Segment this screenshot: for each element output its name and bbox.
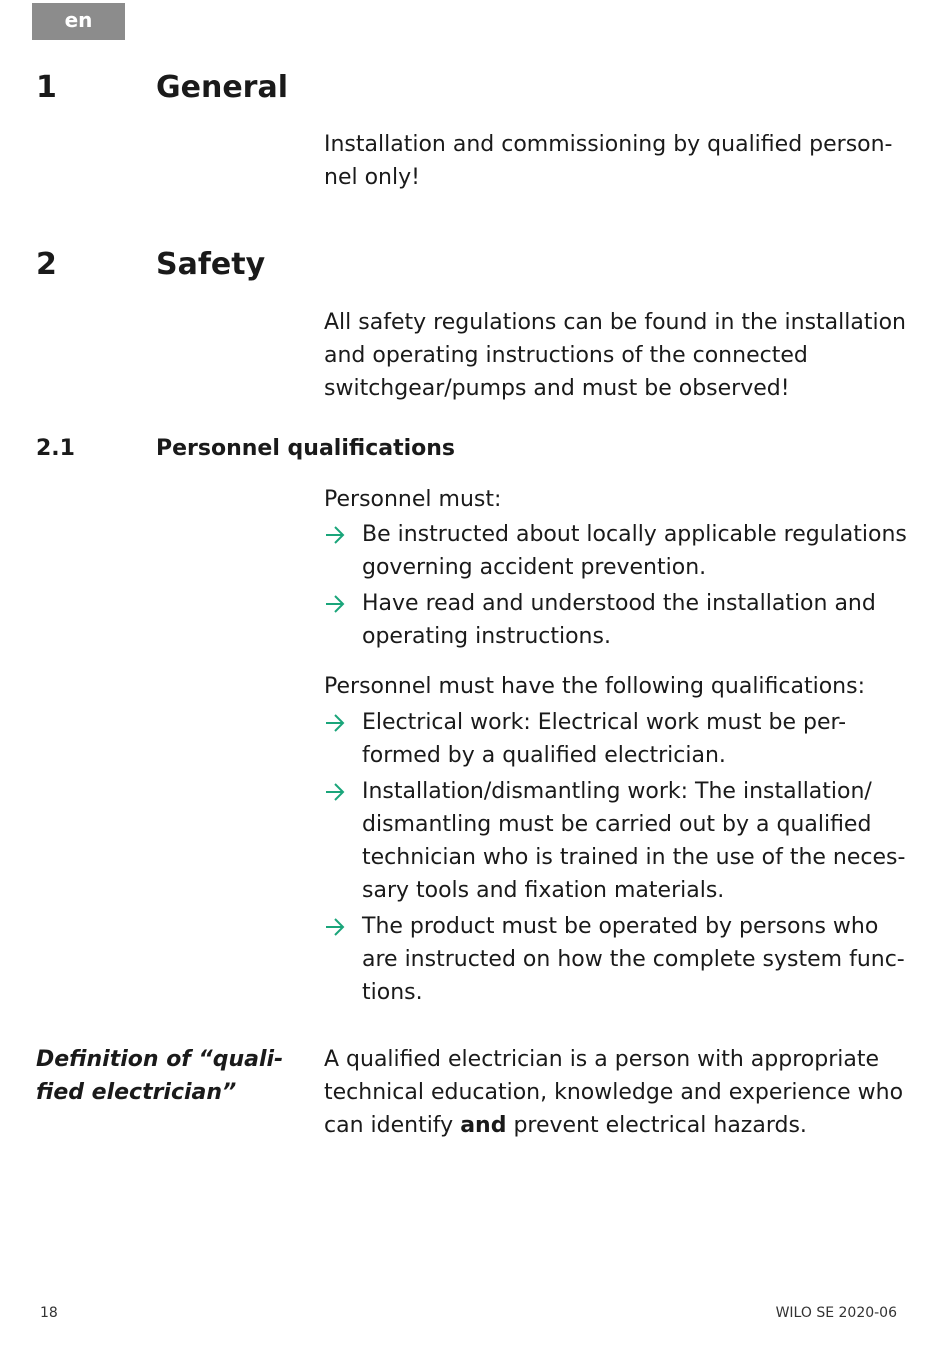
definition-paragraph: [324, 1043, 914, 1142]
qualifications-list: [324, 706, 914, 1012]
list-item: [324, 518, 914, 584]
qualifications-intro-1: Personnel must:: [324, 487, 502, 512]
list-item: [324, 775, 914, 907]
definition-text-after: prevent electrical hazards.: [506, 1113, 807, 1138]
list-item-text: Installation/dismantling work: The installation/ dismantling must be carried out by a qualified technician who is trained in the use of the neces- sary tools and fixation materials.: [362, 779, 906, 903]
arrow-right-icon: [324, 910, 362, 1009]
arrow-right-icon: [324, 587, 362, 653]
list-item-text: The product must be operated by persons who are instructed on how the complete system func- tions.: [362, 914, 905, 1005]
definition-text-bold: and: [460, 1113, 507, 1138]
safety-paragraph: All safety regulations can be found in the installation and operating instructions of the connected switchgear/pumps and must be observed!: [324, 310, 907, 401]
section-title-general: General: [156, 70, 288, 105]
section-number-safety: 2: [36, 247, 57, 282]
section-title-safety: Safety: [156, 247, 266, 282]
language-tab: en: [32, 3, 125, 40]
qualifications-intro-2: Personnel must have the following qualifications:: [324, 674, 865, 699]
list-item-text: Electrical work: Electrical work must be per- formed by a qualified electrician.: [362, 710, 847, 768]
publisher-footer: WILO SE 2020-06: [775, 1305, 897, 1321]
general-paragraph: Installation and commissioning by qualified person- nel only!: [324, 132, 893, 190]
list-item: [324, 587, 914, 653]
list-item: [324, 706, 914, 772]
list-item-text: Be instructed about locally applicable regulations governing accident prevention.: [362, 522, 907, 580]
definition-label: Definition of “quali- fied electrician”: [36, 1047, 284, 1105]
arrow-right-icon: [324, 775, 362, 907]
list-item: [324, 910, 914, 1009]
list-item-text: Have read and understood the installation and operating instructions.: [362, 591, 876, 649]
definition-text-before: A qualified electrician is a person with appropriate technical education, knowledge and experience who can identify: [324, 1047, 904, 1138]
page-number: 18: [40, 1305, 58, 1321]
arrow-right-icon: [324, 706, 362, 772]
personnel-must-list: [324, 518, 914, 656]
section-number-general: 1: [36, 70, 57, 105]
section-number-qualifications: 2.1: [36, 436, 75, 461]
section-title-qualifications: Personnel qualifications: [156, 436, 456, 461]
arrow-right-icon: [324, 518, 362, 584]
